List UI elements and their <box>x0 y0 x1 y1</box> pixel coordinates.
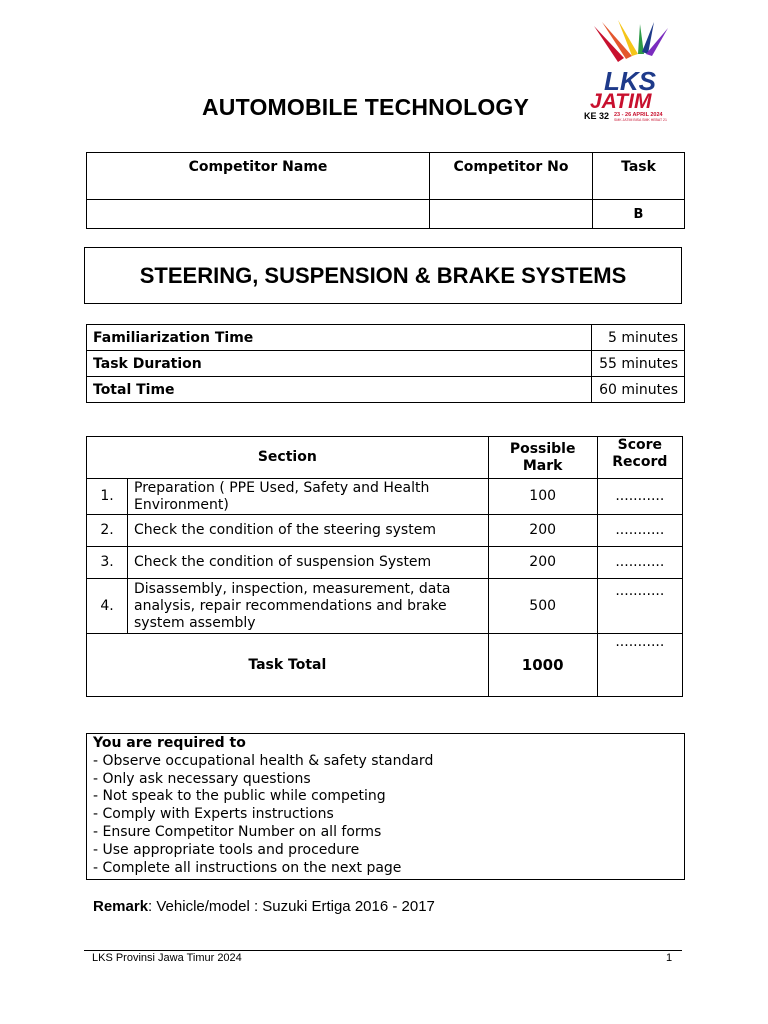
logo-graphic <box>584 18 688 122</box>
row-mark: 200 <box>488 515 597 547</box>
possible-mark-header: Possible Mark <box>488 437 597 479</box>
requirement-item: - Observe occupational health & safety standard <box>93 752 434 769</box>
row-score[interactable]: ........... <box>597 515 682 547</box>
footer-text: LKS Provinsi Jawa Timur 2024 <box>92 952 242 964</box>
time-row <box>87 377 685 403</box>
row-number: 4. <box>87 579 128 634</box>
time-label: Task Duration <box>87 351 592 377</box>
footer-divider <box>84 950 682 951</box>
row-score[interactable]: ........... <box>597 579 682 634</box>
section-table <box>86 436 683 697</box>
score-record-header: Score Record <box>597 437 682 479</box>
row-number: 1. <box>87 479 128 515</box>
remark-text: : Vehicle/model : Suzuki Ertiga 2016 - 2017 <box>148 898 435 915</box>
competitor-name-header: Competitor Name <box>87 153 430 200</box>
row-section: Check the condition of suspension System <box>128 547 489 579</box>
remark-label: Remark <box>93 898 149 915</box>
row-section: Check the condition of the steering system <box>128 515 489 547</box>
time-label: Total Time <box>87 377 592 403</box>
table-row <box>87 515 683 547</box>
time-row <box>87 351 685 377</box>
row-number: 3. <box>87 547 128 579</box>
remark <box>93 898 435 915</box>
row-number: 2. <box>87 515 128 547</box>
time-row <box>87 325 685 351</box>
table-row <box>87 579 683 634</box>
task-total-mark: 1000 <box>488 634 597 697</box>
row-mark: 200 <box>488 547 597 579</box>
task-value: B <box>593 200 685 229</box>
document-title: AUTOMOBILE TECHNOLOGY <box>202 94 530 120</box>
requirement-item: - Not speak to the public while competing <box>93 788 386 805</box>
module-title: STEERING, SUSPENSION & BRAKE SYSTEMS <box>84 247 682 304</box>
task-header: Task <box>593 153 685 200</box>
requirement-item: - Use appropriate tools and procedure <box>93 841 360 858</box>
page-number: 1 <box>666 952 673 964</box>
competitor-table <box>86 152 685 229</box>
row-section: Preparation ( PPE Used, Safety and Health Environment) <box>128 479 489 515</box>
logo-tagline-text: SMK JATIM BISA SMK HEBAT 21 <box>614 118 667 122</box>
requirement-item: - Complete all instructions on the next page <box>93 859 402 876</box>
section-header: Section <box>87 437 489 479</box>
logo-edition-text: KE 32 <box>584 111 610 121</box>
time-table <box>86 324 685 403</box>
task-total-score[interactable]: ........... <box>597 634 682 697</box>
competitor-no-header: Competitor No <box>430 153 593 200</box>
table-row <box>87 547 683 579</box>
row-score[interactable]: ........... <box>597 479 682 515</box>
requirement-item: - Only ask necessary questions <box>93 770 311 787</box>
time-value: 60 minutes <box>592 377 685 403</box>
logo-jatim-text: JATIM <box>590 90 652 113</box>
logo-lks-text: LKS <box>604 66 656 96</box>
row-mark: 100 <box>488 479 597 515</box>
row-section: Disassembly, inspection, measurement, data analysis, repair recommendations and brake system assembly <box>128 579 489 634</box>
table-row <box>87 479 683 515</box>
requirement-item: - Ensure Competitor Number on all forms <box>93 823 382 840</box>
task-total-label: Task Total <box>87 634 489 697</box>
requirements-box <box>86 733 685 880</box>
competitor-name-field[interactable] <box>87 200 430 229</box>
time-label: Familiarization Time <box>87 325 592 351</box>
total-row <box>87 634 683 697</box>
lks-jatim-logo <box>584 18 688 122</box>
row-mark: 500 <box>488 579 597 634</box>
requirements-heading: You are required to <box>93 735 246 751</box>
time-value: 55 minutes <box>592 351 685 377</box>
logo-dates-text: 23 - 26 APRIL 2024 <box>614 112 663 118</box>
row-score[interactable]: ........... <box>597 547 682 579</box>
time-value: 5 minutes <box>592 325 685 351</box>
competitor-no-field[interactable] <box>430 200 593 229</box>
requirement-item: - Comply with Experts instructions <box>93 806 334 823</box>
